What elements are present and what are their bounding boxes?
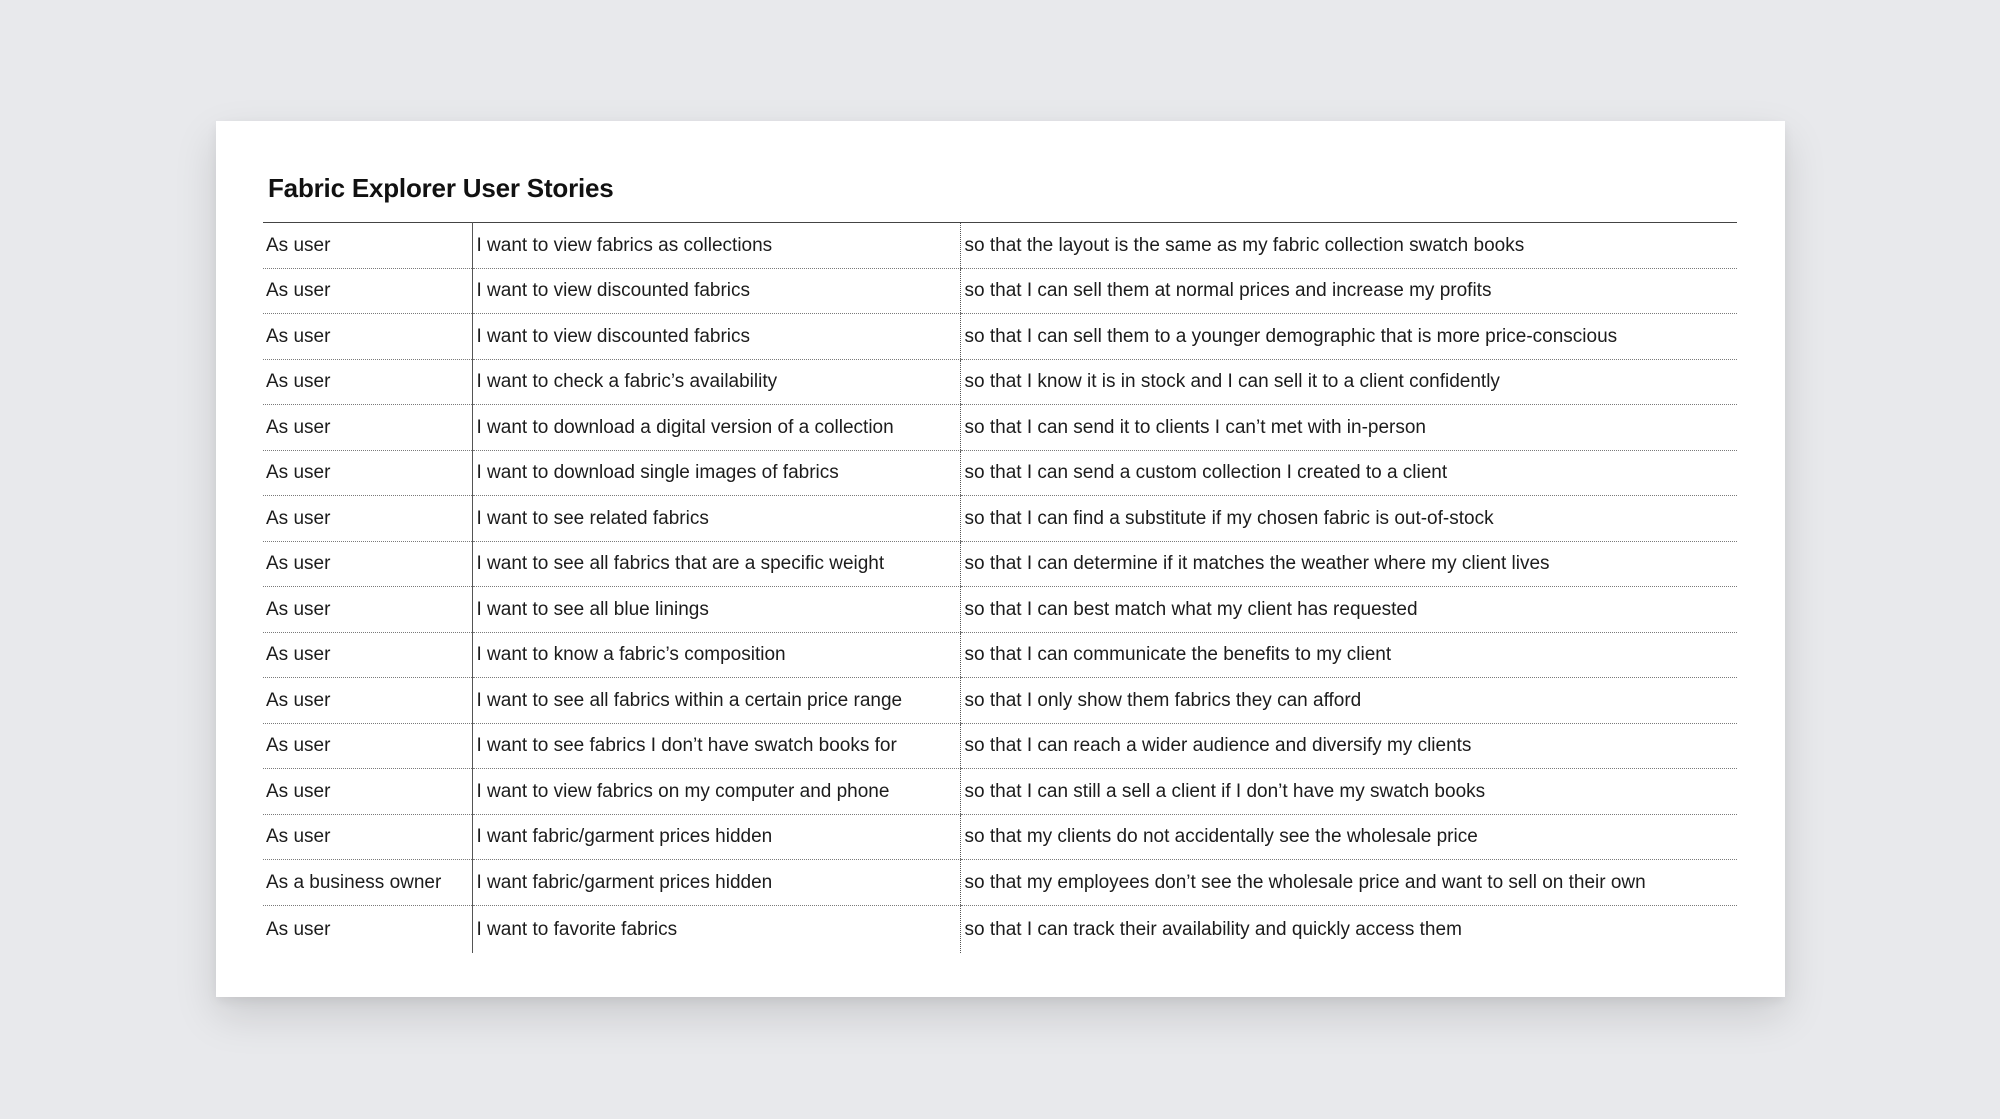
story-benefit-cell: so that I only show them fabrics they can afford [960, 678, 1737, 724]
story-benefit-cell: so that I can best match what my client has requested [960, 587, 1737, 633]
story-role-cell: As user [263, 541, 472, 587]
table-row [263, 496, 1737, 542]
table-row [263, 223, 1737, 269]
story-want-cell: I want to view fabrics as collections [472, 223, 960, 269]
story-benefit-cell: so that I can track their availability and quickly access them [960, 905, 1737, 953]
story-role-cell: As user [263, 405, 472, 451]
story-benefit-cell: so that I can sell them at normal prices and increase my profits [960, 268, 1737, 314]
story-role-cell: As user [263, 268, 472, 314]
story-role-cell: As user [263, 678, 472, 724]
story-want-cell: I want to view fabrics on my computer and phone [472, 769, 960, 815]
table-row [263, 632, 1737, 678]
story-benefit-cell: so that the layout is the same as my fabric collection swatch books [960, 223, 1737, 269]
story-want-cell: I want to see all fabrics within a certain price range [472, 678, 960, 724]
story-want-cell: I want fabric/garment prices hidden [472, 860, 960, 906]
story-role-cell: As user [263, 587, 472, 633]
story-benefit-cell: so that I know it is in stock and I can sell it to a client confidently [960, 359, 1737, 405]
table-row [263, 769, 1737, 815]
story-role-cell: As user [263, 450, 472, 496]
story-role-cell: As user [263, 496, 472, 542]
story-benefit-cell: so that I can find a substitute if my chosen fabric is out-of-stock [960, 496, 1737, 542]
story-want-cell: I want to check a fabric’s availability [472, 359, 960, 405]
user-stories-table [263, 222, 1737, 953]
story-role-cell: As user [263, 632, 472, 678]
story-role-cell: As user [263, 769, 472, 815]
story-role-cell: As user [263, 359, 472, 405]
story-role-cell: As user [266, 918, 331, 940]
story-want-cell: I want fabric/garment prices hidden [472, 814, 960, 860]
document-card [216, 121, 1785, 997]
table-row [263, 359, 1737, 405]
story-benefit-cell: so that I can send a custom collection I created to a client [960, 450, 1737, 496]
story-want-cell: I want to favorite fabrics [472, 905, 960, 953]
table-row [263, 723, 1737, 769]
table-row [263, 860, 1737, 906]
story-want-cell: I want to download single images of fabrics [472, 450, 960, 496]
table-row [263, 814, 1737, 860]
story-want-cell: I want to see all fabrics that are a specific weight [472, 541, 960, 587]
table-row [263, 405, 1737, 451]
story-benefit-cell: so that my clients do not accidentally see the wholesale price [960, 814, 1737, 860]
table-row [263, 905, 1737, 953]
story-benefit-cell: so that my employees don’t see the wholesale price and want to sell on their own [960, 860, 1737, 906]
table-row [263, 268, 1737, 314]
story-benefit-cell: so that I can reach a wider audience and diversify my clients [960, 723, 1737, 769]
story-role-cell: As user [263, 314, 472, 360]
story-want-cell: I want to see related fabrics [472, 496, 960, 542]
story-want-cell: I want to know a fabric’s composition [472, 632, 960, 678]
story-want-cell: I want to see fabrics I don’t have swatch books for [472, 723, 960, 769]
table-row [263, 450, 1737, 496]
story-benefit-cell: so that I can sell them to a younger demographic that is more price-conscious [960, 314, 1737, 360]
story-role-cell: As a business owner [263, 860, 472, 906]
user-stories-body [263, 223, 1737, 953]
table-row [263, 541, 1737, 587]
story-role-cell: As user [263, 723, 472, 769]
story-benefit-cell: so that I can communicate the benefits to my client [960, 632, 1737, 678]
story-benefit-cell: so that I can determine if it matches the weather where my client lives [960, 541, 1737, 587]
table-row [263, 678, 1737, 724]
story-benefit-cell: so that I can still a sell a client if I don’t have my swatch books [960, 769, 1737, 815]
story-want-cell: I want to download a digital version of a collection [472, 405, 960, 451]
story-benefit-cell: so that I can send it to clients I can’t met with in-person [960, 405, 1737, 451]
table-row [263, 587, 1737, 633]
table-row [263, 314, 1737, 360]
story-want-cell: I want to see all blue linings [472, 587, 960, 633]
document-title: Fabric Explorer User Stories [268, 173, 614, 203]
story-role-cell: As user [263, 814, 472, 860]
story-want-cell: I want to view discounted fabrics [472, 314, 960, 360]
story-want-cell: I want to view discounted fabrics [472, 268, 960, 314]
story-role-cell: As user [263, 223, 472, 269]
